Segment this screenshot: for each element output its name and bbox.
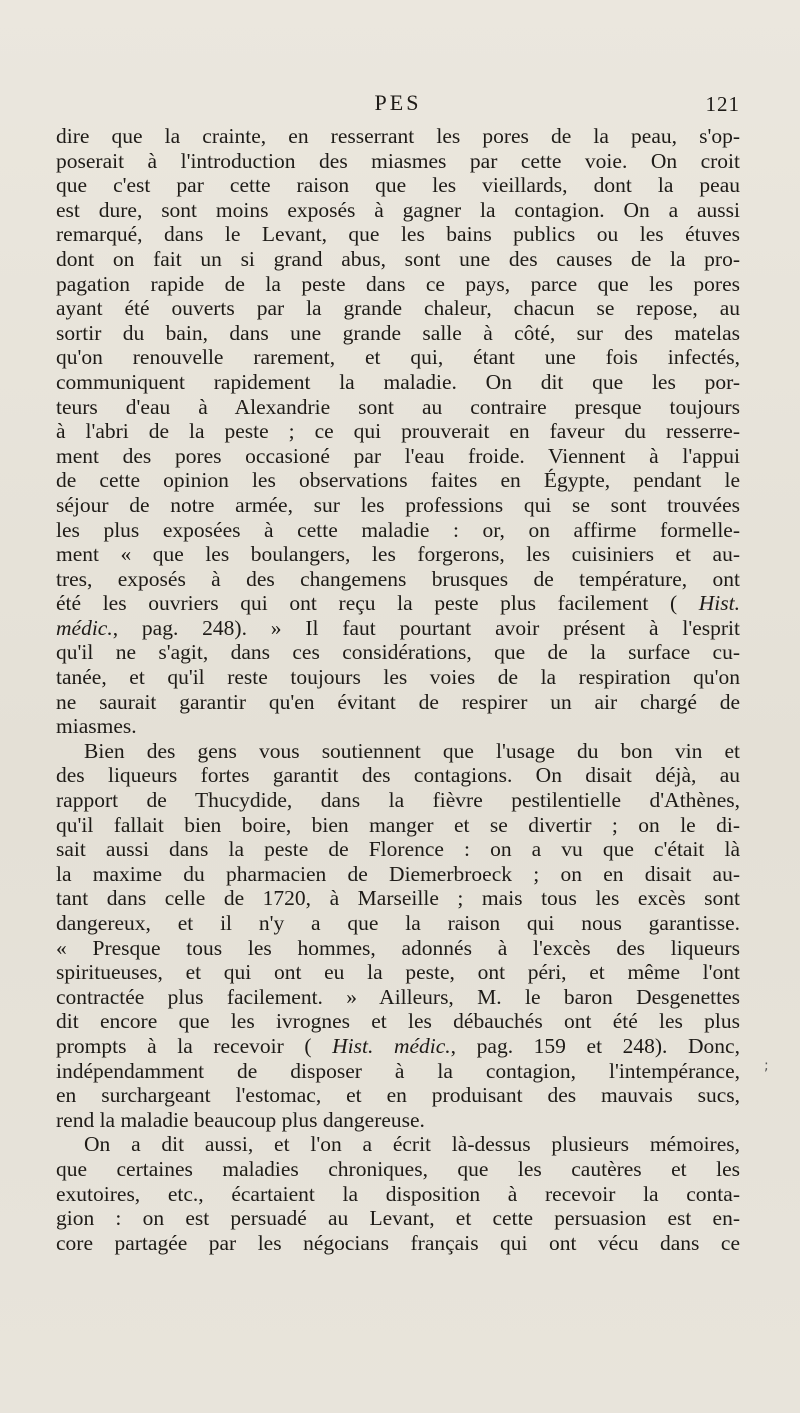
text-line (56, 1083, 740, 1108)
text-line (56, 198, 740, 223)
text-line (56, 886, 740, 911)
line-text: la maxime du pharmacien de Diemerbroeck ; on en disait au- (56, 861, 740, 886)
line-text-after: , pag. 159 et 248). Donc, (450, 1033, 740, 1058)
text-line (56, 247, 740, 272)
text-line (56, 468, 740, 493)
line-text: été les ouvriers qui ont reçu la peste plus facilement ( (56, 591, 699, 616)
text-line (56, 1108, 740, 1133)
text-line (56, 1059, 740, 1084)
text-line (56, 739, 740, 764)
line-text: que certaines maladies chroniques, que les cautères et les (56, 1156, 740, 1181)
line-text: contractée plus facilement. » Ailleurs, M. le baron Desgenettes (56, 984, 740, 1009)
text-line (56, 1009, 740, 1034)
text-line (56, 518, 740, 543)
text-line (56, 321, 740, 346)
text-line (56, 911, 740, 936)
text-line (56, 222, 740, 247)
text-line (56, 788, 740, 813)
italic-text: Hist. (698, 591, 740, 616)
text-line (56, 837, 740, 862)
line-text: tant dans celle de 1720, à Marseille ; mais tous les excès sont (56, 886, 740, 911)
line-text: Bien des gens vous soutiennent que l'usage du bon vin et (84, 738, 740, 763)
text-line (56, 936, 740, 961)
text-line (56, 960, 740, 985)
line-text: gion : on est persuadé au Levant, et cette persuasion est en- (56, 1206, 740, 1231)
text-line (56, 763, 740, 788)
text-line (56, 272, 740, 297)
text-line (56, 567, 740, 592)
line-text: « Presque tous les hommes, adonnés à l'excès des liqueurs (56, 935, 740, 960)
line-text: ayant été ouverts par la grande chaleur, chacun se repose, au (56, 296, 740, 321)
text-line (56, 616, 740, 641)
text-line (56, 1157, 740, 1182)
text-line (56, 370, 740, 395)
text-line (56, 714, 740, 739)
text-line (56, 591, 740, 616)
line-text: séjour de notre armée, sur les professions qui se sont trouvées (56, 492, 740, 517)
text-line (56, 813, 740, 838)
line-text: qu'il fallait bien boire, bien manger et se divertir ; on le di- (56, 812, 740, 837)
text-line (56, 1206, 740, 1231)
line-text: remarqué, dans le Levant, que les bains publics ou les étuves (56, 222, 740, 247)
line-text: spiritueuses, et qui ont eu la peste, ont péri, et même l'ont (56, 960, 740, 985)
line-text: ment des pores occasioné par l'eau froide. Viennent à l'appui (56, 443, 740, 468)
italic-text: médic. (56, 615, 113, 640)
line-text: dire que la crainte, en resserrant les pores de la peau, s'op- (56, 124, 740, 148)
line-text: sortir du bain, dans une grande salle à côté, sur des matelas (56, 320, 740, 345)
text-line (56, 395, 740, 420)
text-line (56, 1132, 740, 1157)
line-text: exutoires, etc., écartaient la disposition à recevoir la conta- (56, 1181, 740, 1206)
line-text: à l'abri de la peste ; ce qui prouverait en faveur du resserre- (56, 419, 740, 444)
line-text: les plus exposées à cette maladie : or, on affirme formelle- (56, 517, 740, 542)
line-text: communiquent rapidement la maladie. On dit que les por- (56, 369, 740, 394)
line-text: sait aussi dans la peste de Florence : on a vu que c'était là (56, 837, 740, 862)
margin-mark: ; (764, 1058, 769, 1074)
line-text: dit encore que les ivrognes et les débauchés ont été les plus (56, 1009, 740, 1034)
line-text: teurs d'eau à Alexandrie sont au contraire presque toujours (56, 394, 740, 419)
line-text: tanée, et qu'il reste toujours les voies de la respiration qu'on (56, 665, 740, 690)
line-text: poserait à l'introduction des miasmes par cette voie. On croit (56, 148, 740, 173)
line-text: qu'on renouvelle rarement, et qui, étant une fois infectés, (56, 345, 740, 370)
text-line (56, 640, 740, 665)
line-text: dangereux, et il n'y a que la raison qui nous garantisse. (56, 911, 740, 935)
page-header (56, 90, 740, 124)
text-line (56, 173, 740, 198)
text-line (56, 296, 740, 321)
text-line (56, 862, 740, 887)
text-line (56, 542, 740, 567)
line-text: core partagée par les négocians français qui ont vécu dans ce (56, 1230, 740, 1255)
line-text: , pag. 248). » Il faut pourtant avoir présent à l'esprit (112, 615, 740, 640)
text-line (56, 149, 740, 174)
body-text (56, 124, 740, 1255)
text-line (56, 444, 740, 469)
line-text: qu'il ne s'agit, dans ces considérations, que de la surface cu- (56, 640, 740, 665)
text-line (56, 1182, 740, 1207)
line-text: indépendamment de disposer à la contagion, l'intempérance, (56, 1058, 740, 1083)
line-text: que c'est par cette raison que les vieillards, dont la peau (56, 173, 740, 198)
line-text: des liqueurs fortes garantit des contagions. On disait déjà, au (56, 763, 740, 788)
text-line (56, 419, 740, 444)
line-text: tres, exposés à des changemens brusques de température, ont (56, 566, 740, 591)
running-head: PES (374, 90, 422, 115)
line-text: prompts à la recevoir ( (56, 1033, 333, 1058)
line-text: en surchargeant l'estomac, et en produisant des mauvais sucs, (56, 1083, 740, 1108)
text-line (56, 985, 740, 1010)
text-line (56, 493, 740, 518)
text-line (56, 345, 740, 370)
line-text: ne saurait garantir qu'en évitant de respirer un air chargé de (56, 689, 740, 714)
text-line (56, 690, 740, 715)
line-text: pagation rapide de la peste dans ce pays, parce que les pores (56, 271, 740, 296)
line-text: est dure, sont moins exposés à gagner la contagion. On a aussi (56, 197, 740, 222)
line-text: dont on fait un si grand abus, sont une des causes de la pro- (56, 246, 740, 271)
line-text: de cette opinion les observations faites en Égypte, pendant le (56, 468, 740, 493)
line-text: rapport de Thucydide, dans la fièvre pestilentielle d'Athènes, (56, 788, 740, 813)
text-line (56, 665, 740, 690)
line-text: ment « que les boulangers, les forgerons, les cuisiniers et au- (56, 542, 740, 567)
line-text: On a dit aussi, et l'on a écrit là-dessus plusieurs mémoires, (84, 1132, 740, 1157)
italic-text: Hist. médic. (332, 1033, 451, 1058)
text-line (56, 1034, 740, 1059)
line-text: miasmes. (56, 714, 137, 739)
text-line (56, 124, 740, 149)
page-number: 121 (705, 92, 740, 116)
text-line (56, 1231, 740, 1256)
line-text: rend la maladie beaucoup plus dangereuse. (56, 1107, 425, 1132)
